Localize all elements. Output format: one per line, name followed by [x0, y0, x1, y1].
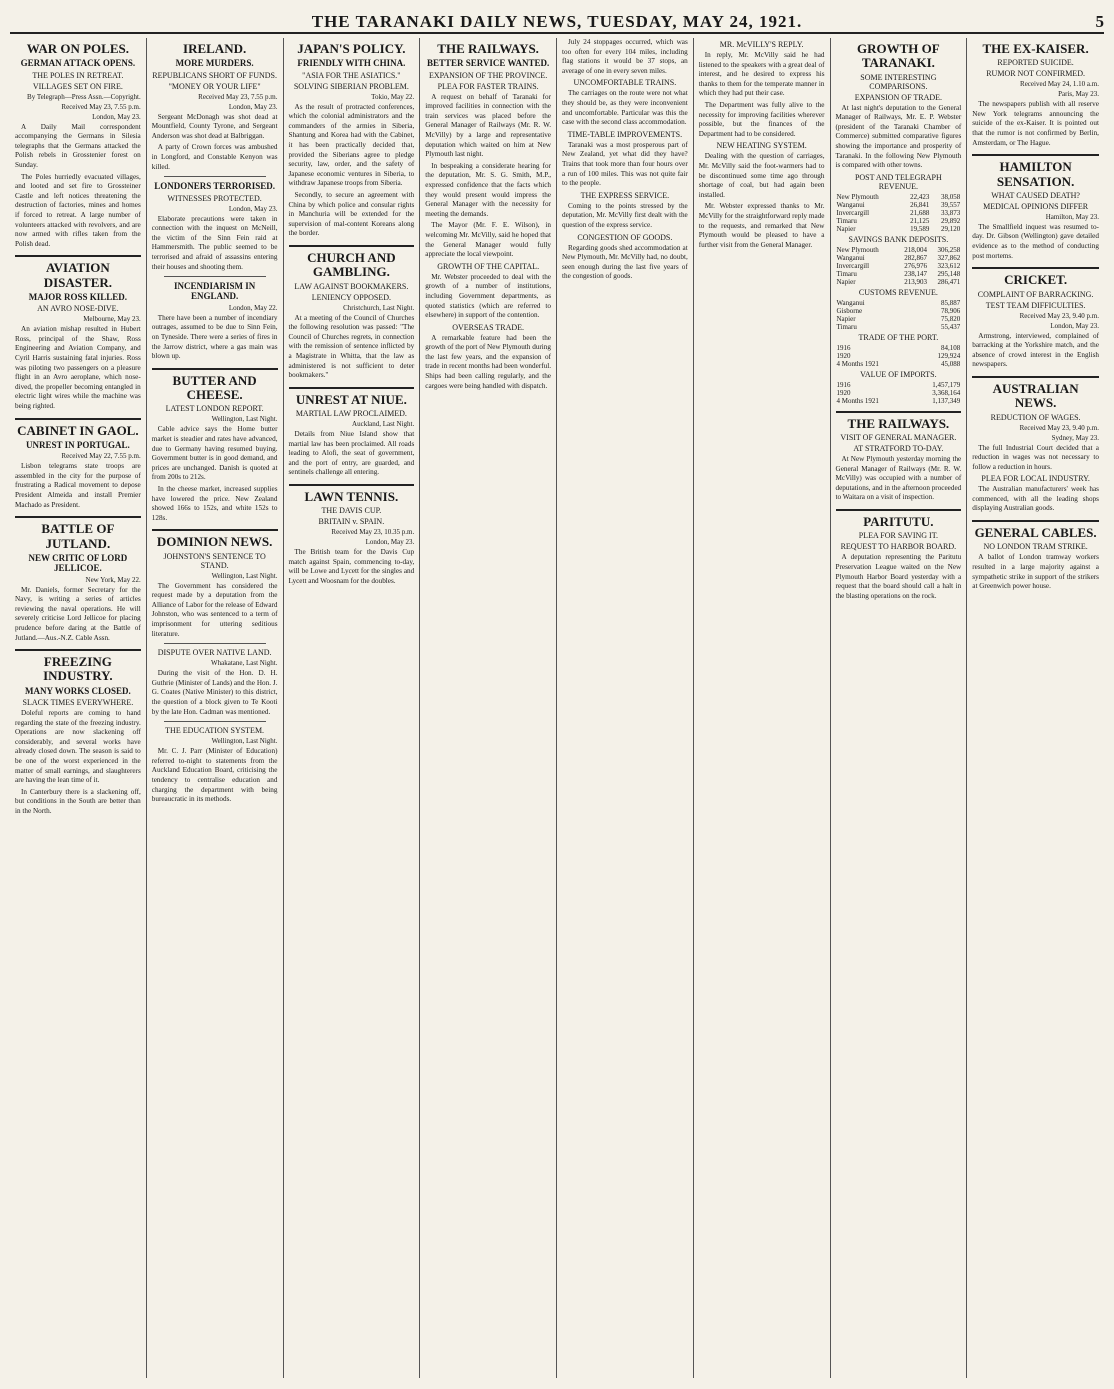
table-cell-label: 4 Months 1921	[836, 396, 879, 405]
subhead: GERMAN ATTACK OPENS.	[20, 58, 136, 69]
article-paragraph: Cable advice says the Home butter market is steadier and rates have advanced, due to Germany having resumed buying. Government butter is in good demand, and prices are unchanged. Danish is quoted at from 200s to 212s.	[151, 425, 278, 482]
byline: By Telegraph—Press Assn.—Copyright.	[27, 92, 141, 101]
subhead: LAW AGAINST BOOKMAKERS.	[294, 281, 409, 291]
article-paragraph: A deputation representing the Paritutu Preservation League waited on the New Plymouth Harbor Board yesterday with a request that the board should call a halt in the blasting operations on the rock.	[835, 553, 962, 600]
headline: DOMINION NEWS.	[156, 534, 273, 550]
column-5	[557, 38, 694, 1378]
subhead: EXPANSION OF THE PROVINCE.	[429, 70, 548, 80]
article-paragraph: Taranaki was a most prosperous part of New Zealand, yet what did they have? Trains that took more than four hours over a run of 100 miles. This was not quite fair to the people.	[562, 140, 688, 188]
article-paragraph: Lisbon telegrams state troops are assembled in the city for the purpose of frustrating a Radical movement to depose President Almeida and install Premier Machado as President.	[15, 462, 141, 509]
dateline: Wellington, Last Night.	[211, 737, 278, 746]
table-row	[836, 209, 962, 217]
subhead: WHAT CAUSED DEATH?	[991, 190, 1080, 200]
postal-revenue-table	[836, 193, 962, 233]
table-cell-value: 238,147	[904, 269, 928, 278]
article-paragraph: A remarkable feature had been the growth of the port of New Plymouth during the last few years, and the expansion of trade in recent months had been wonderful. Ships had been calling regularly, and the cargoes were being handled with dispatch.	[425, 333, 551, 390]
table-cell-value: 3,368,164	[932, 388, 961, 397]
table-cell-value: 85,887	[941, 298, 961, 307]
table-cell-label: Gisborne	[836, 306, 863, 315]
headline: LAWN TENNIS.	[304, 488, 399, 504]
table-cell-value: 213,903	[904, 277, 928, 286]
table-row	[836, 323, 962, 331]
divider	[164, 721, 266, 722]
article-paragraph: The Smallfield inquest was resumed to-day. Dr. Gibson (Wellington) gave detailed evidence as to the method of conducting post mortems.	[972, 222, 1099, 260]
article-paragraph: The Poles hurriedly evacuated villages, and looted and set fire to Grossteiner Castle and left notices threatening the destruction of factories, mines and homes if forced to retreat. A large number of volunteers attacked with revolvers, and are now armed with rifles taken from the Polish dead.	[15, 172, 141, 248]
article-paragraph: The Government has considered the request made by a deputation from the Alliance of Labor for the release of Edward Johnston, who was sentenced to a term of imprisonment for uttering seditious literature.	[151, 581, 278, 638]
savings-table	[836, 246, 962, 286]
dateline: Melbourne, May 23.	[83, 315, 141, 324]
headline: CABINET IN GAOL.	[17, 422, 139, 438]
subhead: COMPLAINT OF BARRACKING.	[977, 289, 1094, 299]
article-paragraph: Details from Niue Island show that martial law has been proclaimed. All roads leading to Alofi, the seat of government, and the port of entry, are guarded, and sentinels challenge all entering.	[288, 430, 415, 477]
table-cell-value: 84,108	[941, 343, 961, 352]
table-cell-label: Invercargill	[836, 208, 870, 217]
headline: GENERAL CABLES.	[974, 525, 1097, 541]
subhead: AT STRATFORD TO-DAY.	[853, 444, 944, 454]
subhead: FRIENDLY WITH CHINA.	[297, 58, 406, 69]
divider	[164, 176, 266, 177]
table-cell-value: 218,004	[904, 245, 928, 254]
table-cell-value: 29,120	[941, 224, 961, 233]
column-2	[147, 38, 284, 1378]
subhead: REDUCTION OF WAGES.	[990, 412, 1081, 422]
subhead: TIME-TABLE IMPROVEMENTS.	[567, 129, 683, 139]
subhead: LENIENCY OPPOSED.	[311, 292, 391, 302]
received-line: Received May 23, 9.40 p.m.	[1019, 311, 1099, 320]
article-paragraph: Coming to the points stressed by the deputation, Mr. McVilly first dealt with the question of the express service.	[562, 201, 688, 229]
table-cell-value: 22,423	[910, 192, 930, 201]
table-cell-value: 295,148	[937, 269, 961, 278]
table-row	[836, 217, 962, 225]
section-divider	[152, 529, 278, 531]
subhead: SLACK TIMES EVERYWHERE.	[22, 698, 134, 708]
headline: AUSTRALIAN NEWS.	[992, 380, 1079, 411]
subhead: MAJOR ROSS KILLED.	[28, 291, 128, 302]
article-paragraph: Sergeant McDonagh was shot dead at Mountfield, County Tyrone, and Sergeant Anderson was shot dead at Balbriggan.	[151, 112, 278, 140]
table-title: SAVINGS BANK DEPOSITS.	[848, 234, 949, 244]
article-paragraph: At a meeting of the Council of Churches the following resolution was passed: "The Council of Churches regrets, in connection with the remission of sentence inflicted by a Magistrate in Whitta, that the law as administered is not sufficient to deter bookmakers."	[288, 313, 415, 380]
table-row	[836, 270, 962, 278]
headline: HAMILTON SENSATION.	[996, 159, 1075, 189]
headline: GROWTH OF TARANAKI.	[857, 41, 940, 71]
article-paragraph: As the result of protracted conferences, which the colonial administrators and the commanders of the armies in Siberia, Shantung and Korea had with the Cabinet, it has been practically decided that, provided the Siberians agree to pledge security, law, order, and the safety of Japanese economic ventures in Siberia, to withdraw Japanese troops from Siberia.	[288, 102, 415, 188]
subhead: NO LONDON TRAM STRIKE.	[983, 542, 1088, 552]
table-cell-value: 75,820	[941, 314, 961, 323]
table-row	[836, 360, 962, 368]
section-divider	[15, 516, 141, 518]
received-line: Received May 22, 7.55 p.m.	[61, 452, 141, 461]
column-4	[420, 38, 557, 1378]
table-cell-value: 38,058	[941, 192, 961, 201]
column-3	[284, 38, 421, 1378]
customs-table	[836, 299, 962, 331]
table-cell-value: 1,457,179	[932, 380, 961, 389]
table-cell-label: Napier	[836, 314, 856, 323]
dateline: London, May 23.	[92, 112, 141, 121]
subhead: INCENDIARISM IN ENGLAND.	[173, 281, 256, 302]
column-8	[967, 38, 1104, 1378]
table-row	[836, 262, 962, 270]
page-number: 5	[1095, 12, 1104, 31]
dateline: London, May 23.	[228, 102, 278, 111]
article-paragraph: Doleful reports are coming to hand regarding the state of the freezing industry. Operations are now slackening off considerably, and several works have already closed down. The season is said to be one of the worst experienced in the matter of small earnings, and slaughterers are having the lean time of it.	[15, 709, 141, 785]
article-paragraph: Mr. Daniels, former Secretary for the Navy, is writing a series of articles reviewing the naval operations. He will severely criticise Lord Jellicoe for placing prudence before daring at the Battle of Jutland.—Aus.-N.Z. Cable Assn.	[15, 585, 141, 642]
divider	[164, 643, 266, 644]
table-row	[836, 315, 962, 323]
section-divider	[972, 376, 1099, 378]
article-paragraph: In bespeaking a considerate hearing for the deputation, Mr. S. G. Smith, M.P., expressed confidence that the facts which they would present would impress the General Manager with the necessity for meeting the demands.	[425, 161, 551, 218]
received-line: Received May 23, 7.55 p.m.	[198, 92, 278, 101]
table-row	[836, 352, 962, 360]
subhead: THE EDUCATION SYSTEM.	[165, 726, 265, 736]
article-paragraph: Secondly, to secure an agreement with China by which police and consular rights in Manchuria will be extended for the supervision of mal-content Koreans along the border.	[288, 190, 415, 238]
table-cell-label: Timaru	[836, 269, 857, 278]
table-cell-value: 45,088	[941, 359, 961, 368]
article-paragraph: In reply, Mr. McVilly said he had listened to the speakers with a great deal of interest, and he desired to express his thanks to them for the temperate manner in which they had put their case.	[698, 51, 825, 98]
received-line: Received May 23, 10.35 p.m.	[331, 528, 415, 537]
section-divider	[836, 509, 962, 511]
article-paragraph: Elaborate precautions were taken in connection with the inquest on McNeill, the victim of the Sinn Fein raid at Hammersmith. The public seemed to be terrorised and afraid of assassins entering their houses and shooting them.	[151, 214, 278, 271]
subhead: UNREST IN PORTUGAL.	[25, 439, 130, 450]
headline: IRELAND.	[183, 41, 247, 56]
subhead: REPORTED SUICIDE.	[997, 58, 1074, 68]
divider	[164, 276, 266, 277]
article-paragraph: Mr. Webster proceeded to deal with the growth of a number of institutions, including Government departments, as quoted statistics (which are referred to elsewhere) in support of the contention.	[425, 272, 551, 320]
table-row	[836, 299, 962, 307]
dateline: New York, May 22.	[85, 575, 141, 584]
table-cell-label: 4 Months 1921	[836, 359, 879, 368]
table-title: TRADE OF THE PORT.	[858, 332, 939, 342]
received-line: Received May 23, 7.55 p.m.	[61, 102, 141, 111]
subhead: THE DAVIS CUP.	[321, 506, 382, 516]
subhead: THE EXPRESS SERVICE.	[580, 190, 670, 200]
table-row	[836, 307, 962, 315]
table-cell-label: Timaru	[836, 216, 857, 225]
subhead: MANY WORKS CLOSED.	[24, 685, 131, 696]
section-divider	[972, 154, 1099, 156]
subhead: MORE MURDERS.	[175, 58, 254, 69]
table-cell-label: 1916	[836, 380, 851, 389]
table-row	[836, 201, 962, 209]
received-line: Received May 24, 1.10 a.m.	[1020, 80, 1099, 89]
dateline: London, May 23.	[228, 204, 278, 213]
subhead: CONGESTION OF GOODS.	[577, 232, 673, 242]
subhead: UNCOMFORTABLE TRAINS.	[573, 78, 677, 88]
masthead	[10, 8, 1104, 34]
table-title: VALUE OF IMPORTS.	[860, 369, 937, 379]
table-row	[836, 246, 962, 254]
table-cell-value: 21,125	[910, 216, 930, 225]
section-divider	[972, 267, 1099, 269]
table-row	[836, 381, 962, 389]
table-row	[836, 225, 962, 233]
article-paragraph: There have been a number of incendiary outrages, assumed to be due to Sinn Fein, on Tyneside. There were a series of fires in the Jarrow district, where a gas main was blown up.	[151, 313, 278, 361]
dateline: Paris, May 23.	[1058, 90, 1099, 99]
table-cell-value: 21,688	[910, 208, 930, 217]
dateline: Wellington, Last Night.	[211, 571, 278, 580]
table-row	[836, 278, 962, 286]
article-paragraph: Regarding goods shed accommodation at New Plymouth, Mr. McVilly had, no doubt, seen enough during the last five years of the congestion of goods.	[562, 243, 688, 281]
table-cell-label: Napier	[836, 224, 856, 233]
article-paragraph: A party of Crown forces was ambushed in Longford, and Constable Kenyon was killed.	[151, 143, 278, 171]
headline: THE RAILWAYS.	[437, 41, 539, 56]
table-cell-label: Wanganui	[836, 298, 865, 307]
column-7	[831, 38, 968, 1378]
table-cell-value: 19,589	[910, 224, 930, 233]
dateline: London, May 23.	[1050, 321, 1099, 330]
table-cell-value: 327,862	[937, 253, 961, 262]
headline: WAR ON POLES.	[26, 41, 129, 56]
table-cell-label: 1916	[836, 343, 851, 352]
table-row	[836, 344, 962, 352]
article-paragraph: July 24 stoppages occurred, which was too often for every 104 miles, including flag stations it would be 37 stops, an average of one in every seven miles.	[562, 38, 688, 75]
table-cell-label: Wanganui	[836, 200, 865, 209]
subhead: VISIT OF GENERAL MANAGER.	[840, 433, 957, 443]
dateline: Whakatane, Last Night.	[211, 659, 278, 668]
subhead: REPUBLICANS SHORT OF FUNDS.	[152, 70, 277, 80]
table-cell-value: 39,557	[941, 200, 961, 209]
imports-table	[836, 381, 962, 405]
subhead: PLEA FOR SAVING IT.	[858, 531, 939, 541]
table-cell-value: 129,924	[937, 351, 961, 360]
section-divider	[289, 484, 415, 486]
table-cell-label: Napier	[836, 277, 856, 286]
table-cell-label: Timaru	[836, 322, 857, 331]
article-paragraph: Mr. C. J. Parr (Minister of Education) referred to-night to statements from the Auckland Education Board, criticising the tendency to centralise education and charging the department with being bureaucratic in its methods.	[151, 747, 278, 804]
headline: THE RAILWAYS.	[847, 415, 950, 431]
subhead: WITNESSES PROTECTED.	[167, 193, 262, 203]
section-divider	[15, 418, 141, 420]
headline: BUTTER AND CHEESE.	[172, 372, 257, 403]
article-paragraph: Armstrong, interviewed, complained of barracking at the Yorkshire match, and the absence of crowd interest in the English newspapers.	[972, 331, 1099, 369]
table-cell-value: 33,873	[941, 208, 961, 217]
subhead: LONDONERS TERRORISED.	[154, 181, 276, 192]
article-paragraph: The full Industrial Court decided that a reduction in wages was not necessary to follow a reduction in hours.	[972, 443, 1099, 471]
subhead: "MONEY OR YOUR LIFE"	[168, 81, 261, 91]
article-paragraph: In the cheese market, increased supplies have lowered the price. New Zealand showed 166s to 152s, and white 152s to 128s.	[151, 484, 278, 522]
headline: CRICKET.	[1004, 272, 1068, 288]
subhead: PLEA FOR LOCAL INDUSTRY.	[981, 474, 1090, 484]
article-paragraph: An aviation mishap resulted in Hubert Ross, principal of the Shaw, Ross Engineering and Aviation Company, and Cyril Harris sustaining fatal injuries. Ross was piloting two passengers on a pleasure flight in an Avro aeroplane, which nose-dived, the propeller becoming entangled in electric light wires while the machine was being righted.	[15, 325, 141, 411]
masthead-title: THE TARANAKI DAILY NEWS, TUESDAY, MAY 24, 1921.	[311, 12, 803, 31]
table-cell-label: Wanganui	[836, 253, 865, 262]
table-cell-value: 29,892	[941, 216, 961, 225]
subhead: PLEA FOR FASTER TRAINS.	[437, 81, 539, 91]
table-cell-value: 55,437	[941, 322, 961, 331]
article-paragraph: At New Plymouth yesterday morning the General Manager of Railways (Mr. R. W. McVilly) was occupied with a number of deputations, and in the afternoon proceeded to Waitara on a visit of inspection.	[835, 455, 962, 502]
article-paragraph: A request on behalf of Taranaki for improved facilities in connection with the train services was placed before the General Manager of Railways (Mr. R. W. McVilly) by a large and representative deputation which waited on him at New Plymouth last night.	[425, 92, 551, 159]
table-row	[836, 397, 962, 405]
headline: PARITUTU.	[863, 514, 934, 530]
table-cell-value: 78,906	[941, 306, 961, 315]
section-divider	[972, 520, 1099, 522]
headline: THE EX-KAISER.	[982, 41, 1089, 56]
headline: JAPAN'S POLICY.	[297, 41, 406, 56]
subhead: BETTER SERVICE WANTED.	[426, 58, 550, 69]
subhead: NEW HEATING SYSTEM.	[716, 141, 807, 151]
dateline: Sydney, May 23.	[1051, 433, 1099, 442]
headline: AVIATION DISASTER.	[43, 260, 113, 290]
article-paragraph: At last night's deputation to the General Manager of Railways, Mr. E. P. Webster (president of the Taranaki Chamber of Commerce) submitted comparative figures showing the importance and prosperity of Taranaki. In the following New Plymouth is compared with other towns.	[835, 103, 962, 170]
table-cell-label: New Plymouth	[836, 192, 879, 201]
subhead: THE POLES IN RETREAT.	[32, 70, 124, 80]
table-row	[836, 389, 962, 397]
article-paragraph: During the visit of the Hon. D. H. Guthrie (Minister of Lands) and the Hon. J. G. Coates (Native Minister) to this district, the question of a block given to Te Kooti by the late Hon. Cadman was mentioned.	[151, 669, 278, 716]
section-divider	[15, 255, 141, 257]
table-title: CUSTOMS REVENUE.	[858, 287, 938, 297]
subhead: GROWTH OF THE CAPITAL.	[437, 261, 540, 271]
subhead: AN AVRO NOSE-DIVE.	[37, 304, 119, 314]
headline: BATTLE OF JUTLAND.	[41, 521, 115, 551]
article-paragraph: Mr. Webster expressed thanks to Mr. McVilly for the straightforward reply made to the requests, and remarked that New Plymouth would be pleased to have a further visit from the General Manager.	[698, 202, 825, 249]
table-title: POST AND TELEGRAPH REVENUE.	[854, 172, 942, 191]
article-paragraph: A Daily Mail correspondent accompanying the Germans in Silesia telegraphs that the Germans attacked the Polish rebels in Grosstenier forest on Sunday.	[15, 122, 141, 170]
article-paragraph: The Mayor (Mr. F. E. Wilson), in welcoming Mr. McVilly, said he hoped that the General Manager would fully appreciate the local viewpoint.	[425, 221, 551, 259]
dateline: Christchurch, Last Night.	[343, 303, 415, 312]
section-divider	[289, 245, 415, 247]
table-cell-value: 1,137,349	[932, 396, 961, 405]
dateline: London, May 23.	[365, 538, 415, 547]
dateline: Tokio, May 22.	[371, 92, 415, 101]
subhead: REQUEST TO HARBOR BOARD.	[840, 542, 957, 552]
subhead: RUMOR NOT CONFIRMED.	[986, 69, 1085, 79]
headline: CHURCH AND GAMBLING.	[307, 249, 396, 280]
table-row	[836, 254, 962, 262]
subhead: SOLVING SIBERIAN PROBLEM.	[293, 81, 409, 91]
trade-table	[836, 344, 962, 368]
subhead: MARTIAL LAW PROCLAIMED.	[295, 409, 407, 418]
column-6	[694, 38, 831, 1378]
table-cell-value: 286,471	[937, 277, 961, 286]
article-paragraph: The newspapers publish with all reserve New York telegrams announcing the suicide of the ex-Kaiser. It is pointed out that the rumor is not confirmed by Berlin, Amsterdam, or The Hague.	[972, 100, 1099, 147]
headline: FREEZING INDUSTRY.	[43, 654, 113, 684]
article-paragraph: The Department was fully alive to the necessity for improving facilities wherever possible, but the finances of the Department had to be considered.	[698, 100, 825, 138]
dateline: Wellington, Last Night.	[211, 415, 278, 424]
table-cell-value: 282,867	[904, 253, 928, 262]
article-paragraph: The Australian manufacturers' week has commenced, with all the leading shops displaying Australian goods.	[972, 485, 1099, 513]
table-cell-label: New Plymouth	[836, 245, 879, 254]
dateline: London, May 22.	[228, 303, 278, 312]
subhead: OVERSEAS TRADE.	[452, 322, 525, 332]
table-cell-label: 1920	[836, 351, 851, 360]
subhead: NEW CRITIC OF LORD JELLICOE.	[28, 552, 128, 574]
table-cell-label: 1920	[836, 388, 851, 397]
subhead: MR. McVILLY'S REPLY.	[719, 40, 804, 49]
table-cell-value: 306,258	[937, 245, 961, 254]
dateline: Hamilton, May 23.	[1045, 212, 1099, 221]
dateline: Auckland, Last Night.	[352, 420, 415, 428]
headline: UNREST AT NIUE.	[295, 391, 407, 407]
subhead: JOHNSTON'S SENTENCE TO STAND.	[163, 551, 266, 570]
article-paragraph: Dealing with the question of carriages, Mr. McVilly said the foot-warmers had to be discontinued some time ago through shortage of coal, but had again been installed.	[698, 152, 825, 199]
table-cell-label: Invercargill	[836, 261, 870, 270]
column-1	[10, 38, 147, 1378]
subhead: DISPUTE OVER NATIVE LAND.	[157, 648, 272, 658]
section-divider	[836, 411, 962, 413]
article-paragraph: A ballot of London tramway workers resulted in a large majority against a sympathetic strike in support of the strikers at Greenwich power house.	[972, 553, 1099, 591]
table-row	[836, 193, 962, 201]
table-cell-value: 276,976	[904, 261, 928, 270]
section-divider	[15, 649, 141, 651]
table-cell-value: 26,841	[910, 200, 930, 209]
article-paragraph: The British team for the Davis Cup match against Spain, commencing to-day, will be Lowe and Lycett for the singles and Lycett and Woosnam for the doubles.	[288, 548, 415, 586]
subhead: TEST TEAM DIFFICULTIES.	[985, 300, 1086, 310]
subhead: LATEST LONDON REPORT.	[165, 404, 264, 414]
table-cell-value: 323,612	[937, 261, 961, 270]
article-paragraph: In Canterbury there is a slackening off, but conditions in the South are better than in the North.	[15, 787, 141, 815]
received-line: Received May 23, 9.40 p.m.	[1019, 423, 1099, 432]
subhead: VILLAGES SET ON FIRE.	[32, 81, 123, 91]
subhead: MEDICAL OPINIONS DIFFER	[983, 201, 1089, 211]
article-paragraph: The carriages on the route were not what they should be, as they were inconvenient and uncomfortable. Particular was this the case with the second class accommodation.	[562, 89, 688, 127]
subhead: EXPANSION OF TRADE.	[854, 92, 943, 102]
section-divider	[289, 387, 415, 389]
section-divider	[152, 368, 278, 370]
subhead: "ASIA FOR THE ASIATICS."	[302, 70, 401, 80]
subhead: SOME INTERESTING COMPARISONS.	[860, 72, 937, 91]
subhead: BRITAIN v. SPAIN.	[318, 517, 385, 527]
